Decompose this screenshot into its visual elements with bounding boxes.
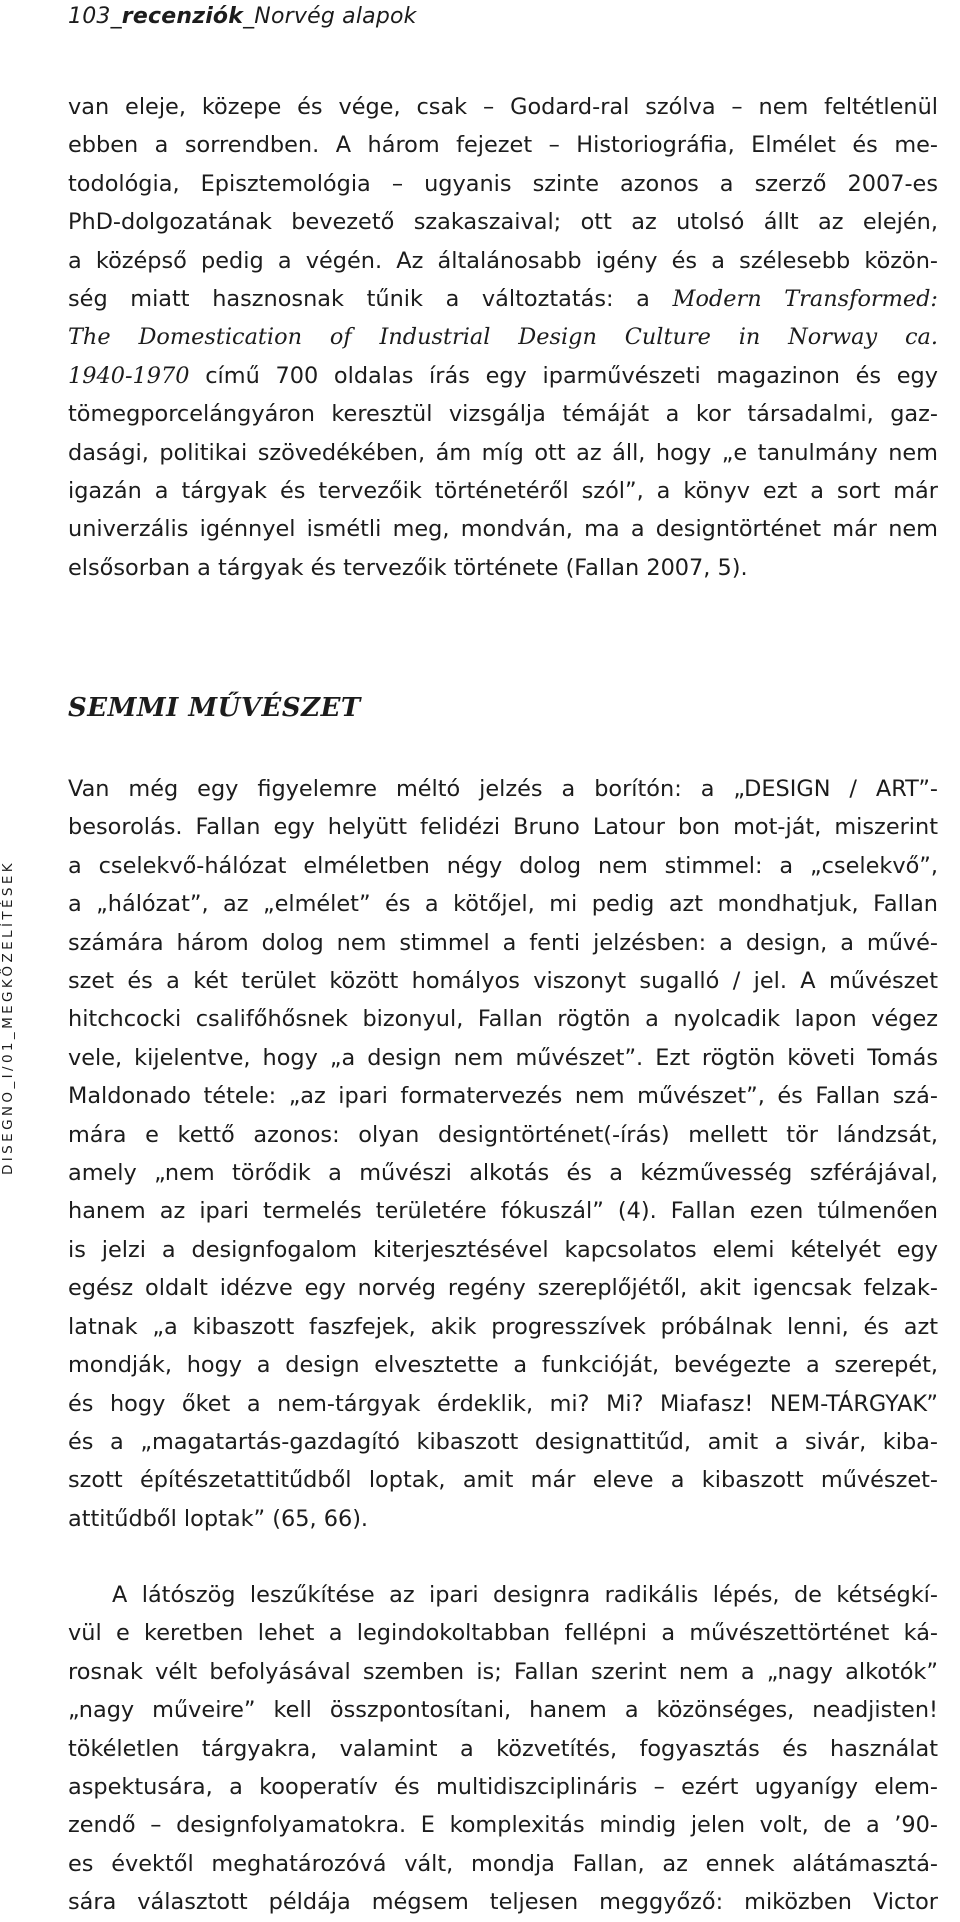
text-line: számára három dolog nem stimmel a fenti jelzésben: a design, a művé- bbox=[68, 929, 938, 956]
text-line: PhD-dolgozatának bevezető szakaszaival; ott az utolsó állt az elején, bbox=[68, 209, 938, 236]
text-line: todológia, Episztemológia – ugyanis szinte azonos a szerző 2007-es bbox=[68, 170, 938, 197]
text-line: a középső pedig a végén. Az általánosabb igény és a szélesebb közön- bbox=[68, 247, 938, 274]
text-line: mondják, hogy a design elvesztette a funkcióját, bevégezte a szerepét, bbox=[68, 1352, 938, 1379]
text-line: dasági, politikai szövedékében, ám míg ott az áll, hogy „e tanulmány nem bbox=[68, 439, 938, 466]
text-line: hitchcocki csalifőhősnek bizonyul, Fallan rögtön a nyolcadik lapon végez bbox=[68, 1006, 938, 1033]
text-line: és a „magatartás-gazdagító kibaszott designattitűd, amit a sivár, kiba- bbox=[68, 1428, 938, 1455]
text-line: A látószög leszűkítése az ipari designra radikális lépés, de kétségkí- bbox=[112, 1582, 938, 1608]
running-title: Norvég alapok bbox=[254, 4, 417, 29]
text-line: zendő – designfolyamatokra. E komplexitás mindig jelen volt, de a ’90- bbox=[68, 1812, 938, 1839]
section-heading: SEMMI MŰVÉSZET bbox=[68, 693, 361, 723]
text-line: aspektusára, a kooperatív és multidiszciplináris – ezért ugyanígy elem- bbox=[68, 1774, 938, 1801]
journal-side-label: DISEGNO_I/01_MEGKÖZELÍTÉSEK bbox=[0, 859, 16, 1175]
text-line: latnak „a kibaszott faszfejek, akik progresszívek próbálnak lenni, és azt bbox=[68, 1313, 938, 1340]
text-line: vül e keretben lehet a legindokoltabban fellépni a művészettörténet ká- bbox=[68, 1620, 938, 1647]
text-line: es évektől meghatározóvá vált, mondja Fallan, az ennek alátámasztá- bbox=[68, 1850, 938, 1877]
text-line: szet és a két terület között homályos viszonyt sugalló / jel. A művészet bbox=[68, 968, 938, 995]
text-line: a cselekvő-hálózat elméletben négy dolog nem stimmel: a „cselekvő”, bbox=[68, 852, 938, 879]
text-line: a „hálózat”, az „elmélet” és a kötőjel, mi pedig azt mondhatjuk, Fallan bbox=[68, 891, 938, 918]
text-line: rosnak vélt befolyásával szemben is; Fallan szerint nem a „nagy alkotók” bbox=[68, 1658, 938, 1685]
text-line: attitűdből loptak” (65, 66). bbox=[68, 1505, 369, 1532]
text-line: egész oldalt idézve egy norvég regény szereplőjétől, akit igencsak felzak- bbox=[68, 1275, 938, 1302]
text-line: van eleje, közepe és vége, csak – Godard-ral szólva – nem feltétlenül bbox=[68, 94, 938, 120]
text-line: mára e kettő azonos: olyan designtörténet(-írás) mellett tör lándzsát, bbox=[68, 1121, 938, 1148]
text-line: Van még egy figyelemre méltó jelzés a borítón: a „DESIGN / ART”- bbox=[68, 776, 938, 802]
paragraph-scope bbox=[68, 1576, 938, 1922]
text-run: ség miatt hasznosnak tűnik a változtatás: a bbox=[68, 286, 673, 313]
text-line: sára választott példája mégsem teljesen meggyőző: miközben Victor bbox=[68, 1889, 938, 1916]
text-run: című 700 oldalas írás egy iparművészeti magazinon és egy bbox=[189, 362, 938, 389]
text-line: igazán a tárgyak és tervezőik történetéről szól”, a könyv ezt a sort már bbox=[68, 478, 938, 505]
text-line: vele, kijelentve, hogy „a design nem művészet”. Ezt rögtön követi Tomás bbox=[68, 1044, 938, 1071]
text-line: hanem az ipari termelés területére fókuszál” (4). Fallan ezen túlmenően bbox=[68, 1198, 938, 1225]
text-line: szott építészetattitűdből loptak, amit már eleve a kibaszott művészet- bbox=[68, 1467, 938, 1494]
paragraph-design-art bbox=[68, 770, 938, 1538]
text-line: is jelzi a designfogalom kiterjesztésével kapcsolatos elemi kételyét egy bbox=[68, 1236, 938, 1263]
paragraph-intro bbox=[68, 88, 938, 587]
text-line: amely „nem törődik a művészi alkotás és a kézművesség szférájával, bbox=[68, 1160, 938, 1187]
text-line: tömegporcelángyáron keresztül vizsgálja témáját a kor társadalmi, gaz- bbox=[68, 401, 938, 428]
text-line bbox=[68, 357, 938, 395]
section-label: recenziók bbox=[121, 4, 244, 29]
book-title-run: Modern Transformed: bbox=[672, 286, 938, 313]
text-line bbox=[68, 280, 938, 318]
text-line: „nagy műveire” kell összpontosítani, hanem a közönséges, neadjisten! bbox=[68, 1697, 938, 1724]
running-head: 103_recenziók_Norvég alapok bbox=[68, 4, 417, 29]
text-line: besorolás. Fallan egy helyütt felidézi Bruno Latour bon mot-ját, miszerint bbox=[68, 814, 938, 841]
text-line: elsősorban a tárgyak és tervezőik története (Fallan 2007, 5). bbox=[68, 554, 748, 581]
page-number: 103 bbox=[68, 4, 111, 29]
book-title-run: 1940-1970 bbox=[68, 362, 190, 389]
text-line: tökéletlen tárgyakra, valamint a közvetítés, fogyasztás és használat bbox=[68, 1735, 938, 1762]
text-line: ebben a sorrendben. A három fejezet – Historiográfia, Elmélet és me- bbox=[68, 132, 938, 159]
text-line: és hogy őket a nem-tárgyak érdeklik, mi? Mi? Miafasz! NEM-TÁRGYAK” bbox=[68, 1390, 938, 1417]
text-line: Maldonado tétele: „az ipari formatervezés nem művészet”, és Fallan szá- bbox=[68, 1083, 938, 1110]
text-line: univerzális igénnyel ismétli meg, mondván, ma a designtörténet már nem bbox=[68, 516, 938, 543]
book-title-line: The Domestication of Industrial Design Culture in Norway ca. bbox=[68, 324, 938, 351]
